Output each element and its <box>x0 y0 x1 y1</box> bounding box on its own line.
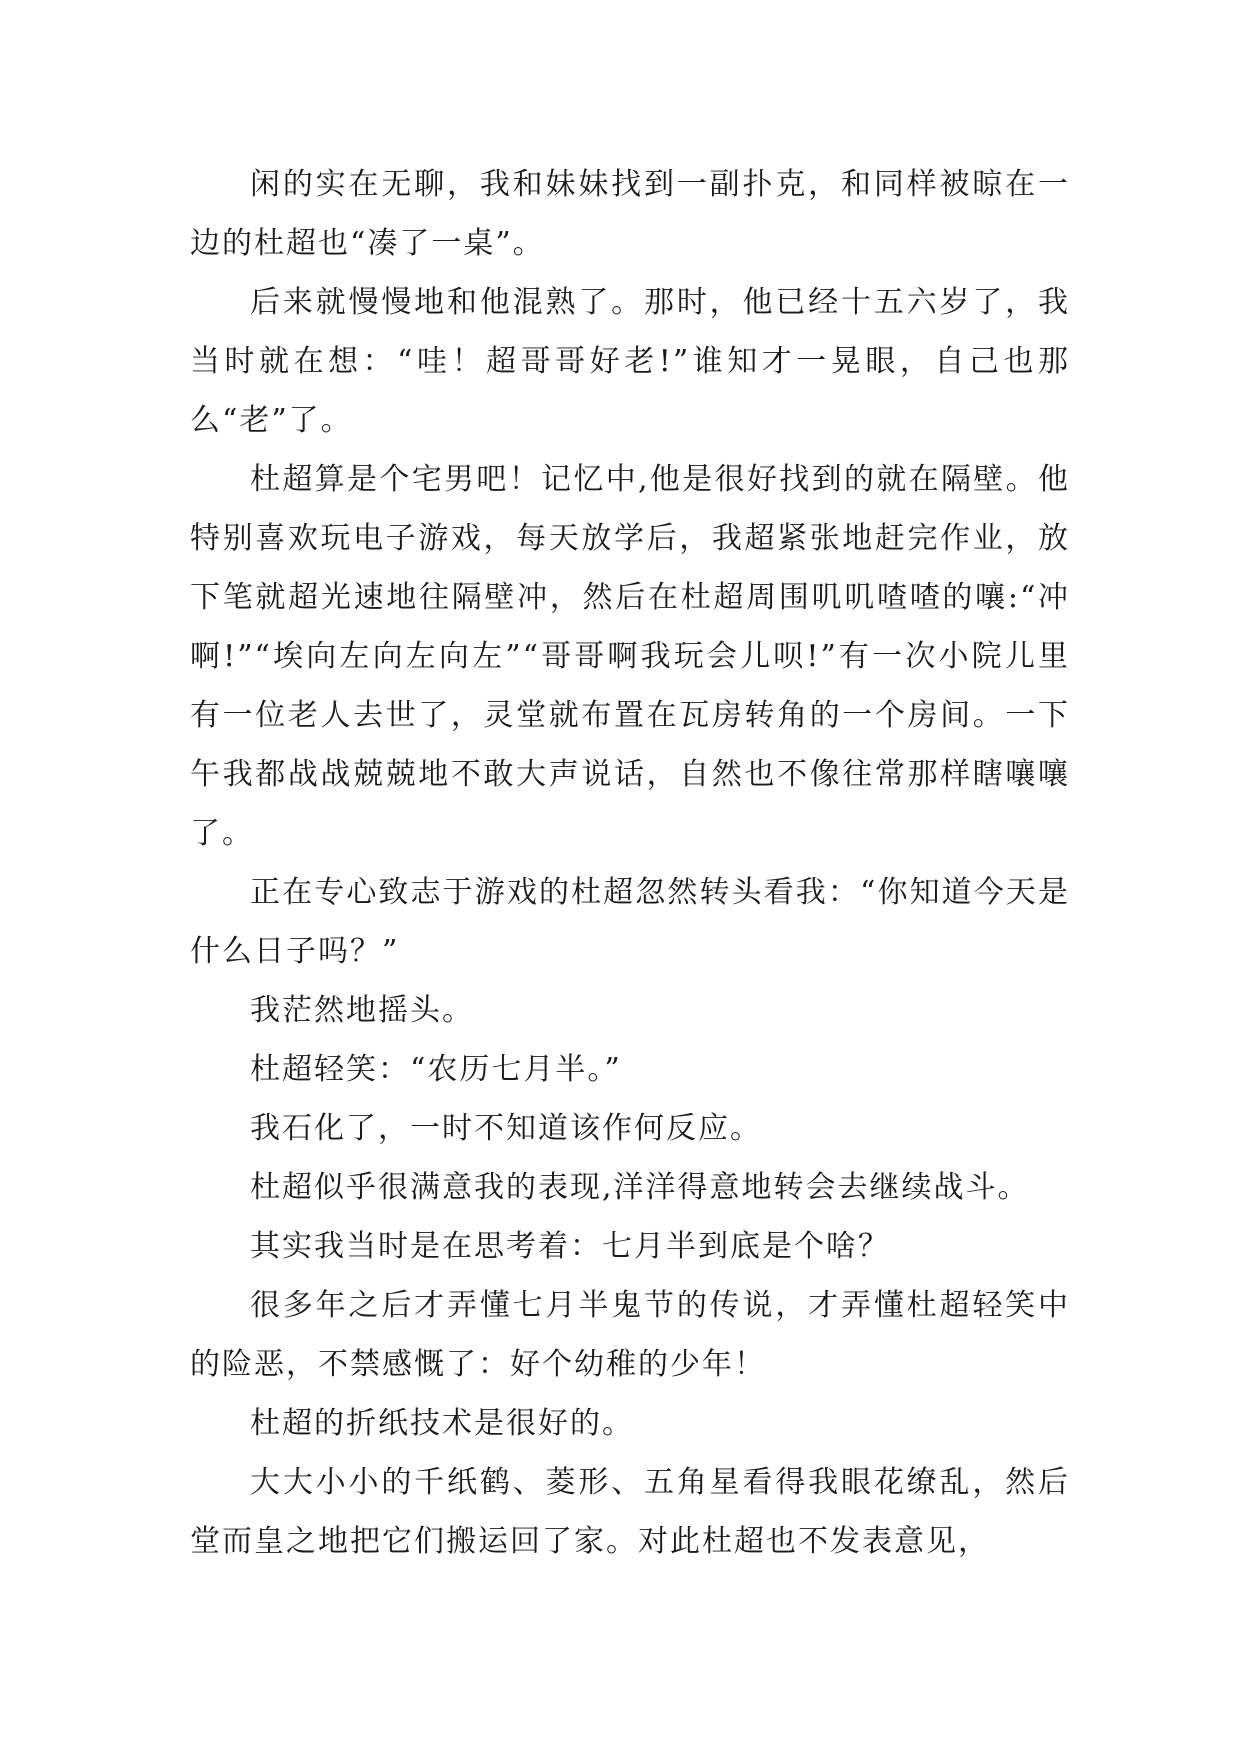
paragraph: 正在专心致志于游戏的杜超忽然转头看我：“你知道今天是什么日子吗？” <box>190 875 1070 969</box>
paragraph: 杜超轻笑：“农历七月半。” <box>250 1052 622 1087</box>
paragraph: 杜超似乎很满意我的表现,洋洋得意地转会去继续战斗。 <box>250 1170 1030 1205</box>
paragraph: 其实我当时是在思考着：七月半到底是个啥？ <box>250 1229 890 1264</box>
paragraph: 我石化了，一时不知道该作何反应。 <box>250 1111 762 1146</box>
paragraph: 后来就慢慢地和他混熟了。那时，他已经十五六岁了，我当时就在想：“哇！超哥哥好老!”谁知才一晃眼，自己也那么“老”了。 <box>190 285 1070 438</box>
document-body <box>190 155 1070 1571</box>
paragraph: 我茫然地摇头。 <box>250 993 474 1028</box>
paragraph: 杜超的折纸技术是很好的。 <box>250 1406 634 1441</box>
paragraph: 很多年之后才弄懂七月半鬼节的传说，才弄懂杜超轻笑中的险恶，不禁感慨了：好个幼稚的少年！ <box>190 1288 1070 1382</box>
paragraph: 闲的实在无聊，我和妹妹找到一副扑克，和同样被晾在一边的杜超也“凑了一桌”。 <box>190 167 1070 261</box>
paragraph: 大大小小的千纸鹤、菱形、五角星看得我眼花缭乱，然后堂而皇之地把它们搬运回了家。对此杜超也不发表意见， <box>190 1465 1070 1559</box>
paragraph: 杜超算是个宅男吧！记忆中,他是很好找到的就在隔壁。他特别喜欢玩电子游戏，每天放学后，我超紧张地赶完作业，放下笔就超光速地往隔壁冲，然后在杜超周围叽叽喳喳的嚷:“冲啊!”“埃向左向左向左”“哥哥啊我玩会儿呗!”有一次小院儿里有一位老人去世了，灵堂就布置在瓦房转角的一个房间。一下午我都战战兢兢地不敢大声说话，自然也不像往常那样瞎嚷嚷了。 <box>190 462 1070 851</box>
